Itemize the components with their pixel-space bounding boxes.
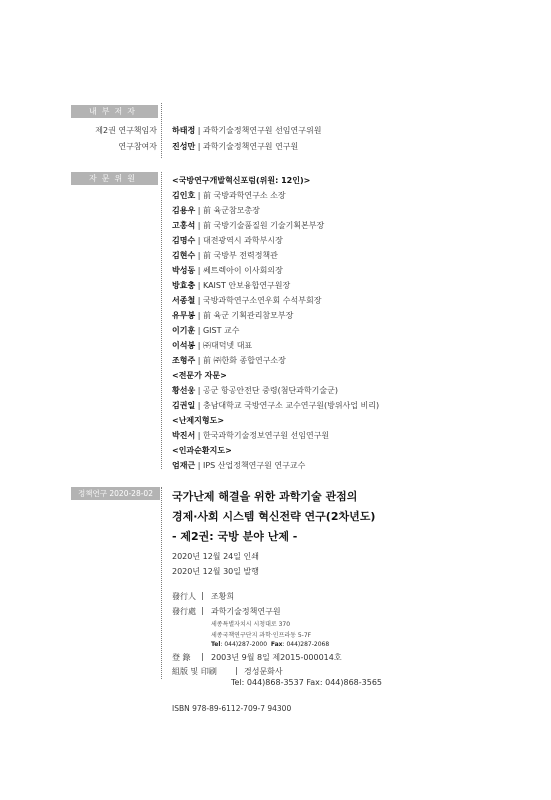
member-desc: 前 국방기술품질원 기술기획본부장 <box>202 221 325 230</box>
publisher-name: 조황희 <box>211 592 235 601</box>
member-desc: 前 육군참모총장 <box>202 206 260 215</box>
member-row: 조형주 | 前 ㈜한화 종합연구소장 <box>172 356 286 365</box>
member-row: 유무봉 | 前 육군 기획관리참모부장 <box>172 311 294 320</box>
report-title-line: 경제·사회 시스템 혁신전략 연구(2차년도) <box>172 510 376 523</box>
member-desc: 국방과학연구소연우회 수석부회장 <box>202 296 322 305</box>
member-row: 방효충 | KAIST 안보융합연구원장 <box>172 281 291 290</box>
member-desc: 한국과학기술정보연구원 선임연구원 <box>202 431 330 440</box>
member-desc: 공군 항공안전단 중령(첨단과학기술군) <box>202 386 338 395</box>
member-name: 이기훈 <box>172 326 196 335</box>
author-desc: 과학기술정책연구원 선임연구위원 <box>202 126 322 135</box>
role-label: 제2권 연구책임자 <box>95 126 157 135</box>
member-row: 이석봉 | ㈜대덕넷 대표 <box>172 341 253 350</box>
member-name: 방효충 <box>172 281 196 290</box>
divider-internal <box>161 103 162 158</box>
series-tag: 정책연구 2020-28-02 <box>71 487 160 500</box>
member-name: 박진서 <box>172 431 196 440</box>
divider-publication <box>161 487 162 679</box>
member-desc: IPS 산업정책연구원 연구교수 <box>202 461 306 470</box>
internal-authors-tag: 내부저자 <box>71 105 158 118</box>
member-row: 김용우 | 前 육군참모총장 <box>172 206 260 215</box>
isbn: ISBN 978-89-6112-709-7 94300 <box>172 704 292 713</box>
advisory-tag: 자문위원 <box>71 172 158 185</box>
group-heading: <난제지형도> <box>172 416 225 425</box>
member-name: 고홍석 <box>172 221 196 230</box>
member-name: 엄재근 <box>172 461 196 470</box>
address-line: 세종국책연구단지 과학·인프라동 5-7F <box>211 632 312 639</box>
member-row: 김명수 | 대전광역시 과학부시장 <box>172 236 283 245</box>
member-name: 황선웅 <box>172 386 196 395</box>
member-row: 박진서 | 한국과학기술정보연구원 선임연구원 <box>172 431 330 440</box>
member-desc: 前 국방부 전력정책관 <box>202 251 278 260</box>
publisher-label: 發行人 <box>172 592 196 601</box>
report-title-line: 국가난제 해결을 위한 과학기술 관점의 <box>172 490 358 503</box>
office-label: 發行處 <box>172 607 196 616</box>
member-desc: 충남대학교 국방연구소 교수연구원(방위사업 비리) <box>202 401 380 410</box>
member-name: 김현수 <box>172 251 196 260</box>
member-name: 김명수 <box>172 236 196 245</box>
report-title-line: - 제2권: 국방 분야 난제 - <box>172 530 298 543</box>
member-row: 고홍석 | 前 국방기술품질원 기술기획본부장 <box>172 221 325 230</box>
role-label: 연구참여자 <box>118 142 157 151</box>
member-desc: ㈜대덕넷 대표 <box>202 341 253 350</box>
member-desc: GIST 교수 <box>202 326 240 335</box>
pub-date: 2020년 12월 30일 발행 <box>172 567 259 576</box>
member-name: 김용우 <box>172 206 196 215</box>
member-row: 황선웅 | 공군 항공안전단 중령(첨단과학기술군) <box>172 386 338 395</box>
author-row: 진성만 | 과학기술정책연구원 연구원 <box>172 142 299 151</box>
printer-phone: Tel: 044)868-3537 Fax: 044)868-3565 <box>231 678 383 687</box>
member-desc: 前 국방과학연구소 소장 <box>202 191 286 200</box>
author-row: 하태정 | 과학기술정책연구원 선임연구위원 <box>172 126 322 135</box>
office-phone: Tel: 044)287-2000 Fax: 044)287-2068 <box>211 641 330 648</box>
author-desc: 과학기술정책연구원 연구원 <box>202 142 299 151</box>
group-heading: <인과순환지도> <box>172 446 232 455</box>
member-row: 박성동 | 쎄트렉아이 이사회의장 <box>172 266 283 275</box>
member-name: 김인호 <box>172 191 196 200</box>
print-date: 2020년 12월 24일 인쇄 <box>172 552 259 561</box>
member-name: 서종철 <box>172 296 196 305</box>
registration: 2003년 9월 8일 제2015-000014호 <box>211 653 342 662</box>
group-heading: <국방연구개발혁신포럼(위원: 12인)> <box>172 176 311 185</box>
member-row: 엄재근 | IPS 산업정책연구원 연구교수 <box>172 461 306 470</box>
author-name: 하태정 <box>172 126 196 135</box>
member-name: 조형주 <box>172 356 196 365</box>
registration-label: 登 錄 <box>172 653 191 662</box>
member-name: 박성동 <box>172 266 196 275</box>
member-desc: 대전광역시 과학부시장 <box>202 236 283 245</box>
member-row: 서종철 | 국방과학연구소연우회 수석부회장 <box>172 296 322 305</box>
office-name: 과학기술정책연구원 <box>211 607 281 616</box>
group-heading: <전문가 자문> <box>172 371 227 380</box>
divider-advisory <box>161 172 162 469</box>
member-row: 김인호 | 前 국방과학연구소 소장 <box>172 191 286 200</box>
member-desc: KAIST 안보융합연구원장 <box>202 281 291 290</box>
member-row: 이기훈 | GIST 교수 <box>172 326 240 335</box>
printer-name: 경성문화사 <box>244 667 283 676</box>
member-desc: 前 육군 기획관리참모부장 <box>202 311 294 320</box>
member-name: 김권일 <box>172 401 196 410</box>
member-name: 유무봉 <box>172 311 196 320</box>
address-line: 세종특별자치시 시청대로 370 <box>211 621 291 628</box>
member-desc: 쎄트렉아이 이사회의장 <box>202 266 283 275</box>
member-desc: 前 ㈜한화 종합연구소장 <box>202 356 286 365</box>
member-name: 이석봉 <box>172 341 196 350</box>
author-name: 진성만 <box>172 142 196 151</box>
printer-label: 組版 및 印刷 <box>172 667 217 676</box>
member-row: 김현수 | 前 국방부 전력정책관 <box>172 251 278 260</box>
member-row: 김권일 | 충남대학교 국방연구소 교수연구원(방위사업 비리) <box>172 401 380 410</box>
